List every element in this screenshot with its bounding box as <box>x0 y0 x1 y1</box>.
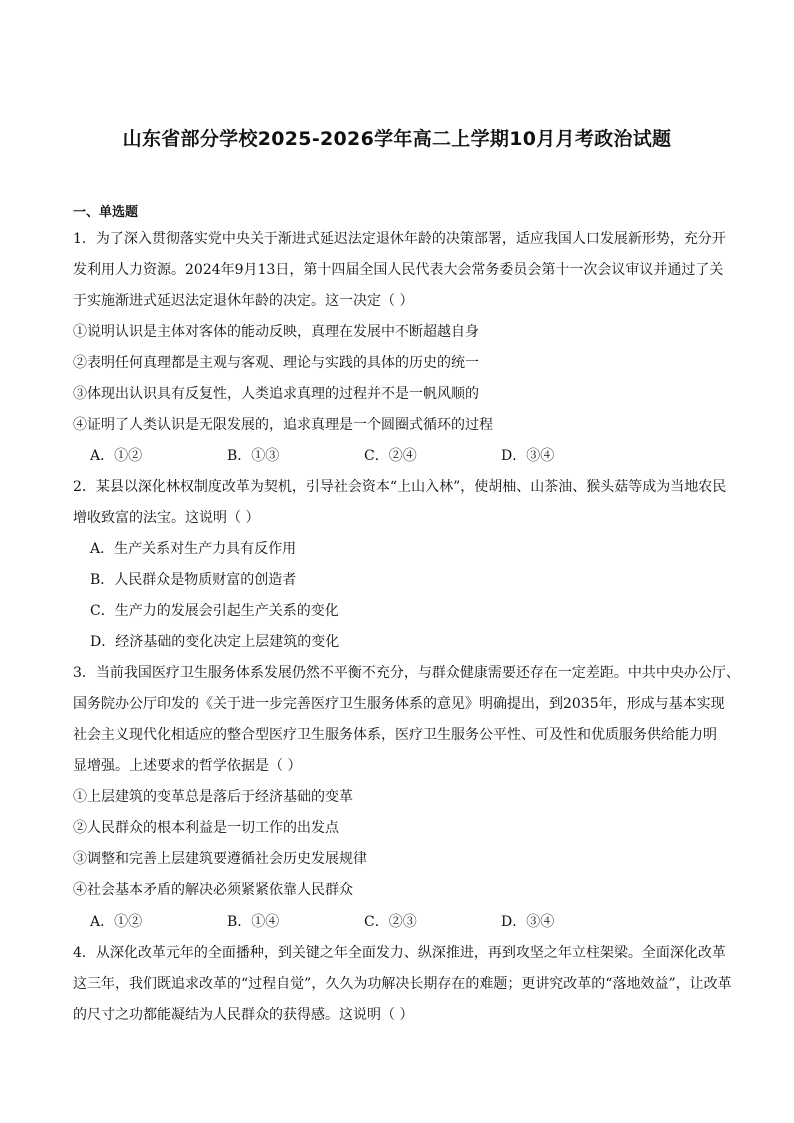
q3-options <box>90 912 638 932</box>
q2-stem-line-2: 增收致富的法宝。这说明（ ） <box>73 510 260 526</box>
q4-stem-line-1: 4．从深化改革元年的全面播种，到关键之年全面发力、纵深推进，再到攻坚之年立柱架梁。全面深化改革 <box>73 945 726 961</box>
q3-statement-4: ④社会基本矛盾的解决必须紧紧依靠人民群众 <box>73 882 353 898</box>
q3-statement-1: ①上层建筑的变革总是落后于经济基础的变革 <box>73 789 353 805</box>
q1-stem-line-3: 于实施渐进式延迟法定退休年龄的决定。这一决定（ ） <box>73 293 414 309</box>
q2-option-b[interactable]: B．人民群众是物质财富的创造者 <box>90 572 297 588</box>
q3-stem-line-2: 国务院办公厅印发的《关于进一步完善医疗卫生服务体系的意见》明确提出，到2035年，形成与基本实现 <box>73 696 725 712</box>
q3-option-c[interactable]: C．②③ <box>364 914 417 930</box>
q1-statement-3: ③体现出认识具有反复性，人类追求真理的过程并不是一帆风顺的 <box>73 386 479 402</box>
q1-option-c[interactable]: C．②④ <box>364 448 417 464</box>
q2-option-c[interactable]: C．生产力的发展会引起生产关系的变化 <box>90 603 339 619</box>
q1-stem-line-2: 发利用人力资源。2024年9月13日，第十四届全国人民代表大会常务委员会第十一次会议审议并通过了关 <box>73 262 724 278</box>
q3-statement-2: ②人民群众的根本利益是一切工作的出发点 <box>73 820 339 836</box>
q1-options <box>90 446 638 466</box>
q3-stem-line-3: 社会主义现代化相适应的整合型医疗卫生服务体系，医疗卫生服务公平性、可及性和优质服务供给能力明 <box>73 727 717 743</box>
page-title: 山东省部分学校2025-2026学年高二上学期10月月考政治试题 <box>122 128 672 150</box>
q2-option-a[interactable]: A．生产关系对生产力具有反作用 <box>90 541 297 557</box>
q3-statement-3: ③调整和完善上层建筑要遵循社会历史发展规律 <box>73 851 367 867</box>
q4-stem-line-2: 这三年，我们既追求改革的“过程自觉”，久久为功解决长期存在的难题；更讲究改革的“落地效益”，让改革 <box>73 976 732 992</box>
section-heading: 一、单选题 <box>73 205 139 220</box>
q1-statement-2: ②表明任何真理都是主观与客观、理论与实践的具体的历史的统一 <box>73 355 479 371</box>
q1-option-b[interactable]: B．①③ <box>227 448 280 464</box>
q1-statement-4: ④证明了人类认识是无限发展的，追求真理是一个圆圈式循环的过程 <box>73 417 493 433</box>
q3-option-b[interactable]: B．①④ <box>227 914 280 930</box>
q1-statement-1: ①说明认识是主体对客体的能动反映，真理在发展中不断超越自身 <box>73 324 479 340</box>
q1-option-a[interactable]: A．①② <box>90 448 143 464</box>
q3-stem-line-1: 3．当前我国医疗卫生服务体系发展仍然不平衡不充分，与群众健康需要还存在一定差距。中共中央办公厅、 <box>73 665 740 681</box>
q3-option-a[interactable]: A．①② <box>90 914 143 930</box>
q1-option-d[interactable]: D．③④ <box>501 448 555 464</box>
q2-option-d[interactable]: D．经济基础的变化决定上层建筑的变化 <box>90 634 340 650</box>
q2-stem-line-1: 2．某县以深化林权制度改革为契机，引导社会资本“上山入林”，使胡柚、山茶油、猴头菇等成为当地农民 <box>73 479 727 495</box>
q1-stem-line-1: 1．为了深入贯彻落实党中央关于渐进式延迟法定退休年龄的决策部署，适应我国人口发展新形势，充分开 <box>73 231 726 247</box>
q4-stem-line-3: 的尺寸之功都能凝结为人民群众的获得感。这说明（ ） <box>73 1007 414 1023</box>
q3-option-d[interactable]: D．③④ <box>501 914 555 930</box>
q3-stem-line-4: 显增强。上述要求的哲学依据是（ ） <box>73 758 302 774</box>
